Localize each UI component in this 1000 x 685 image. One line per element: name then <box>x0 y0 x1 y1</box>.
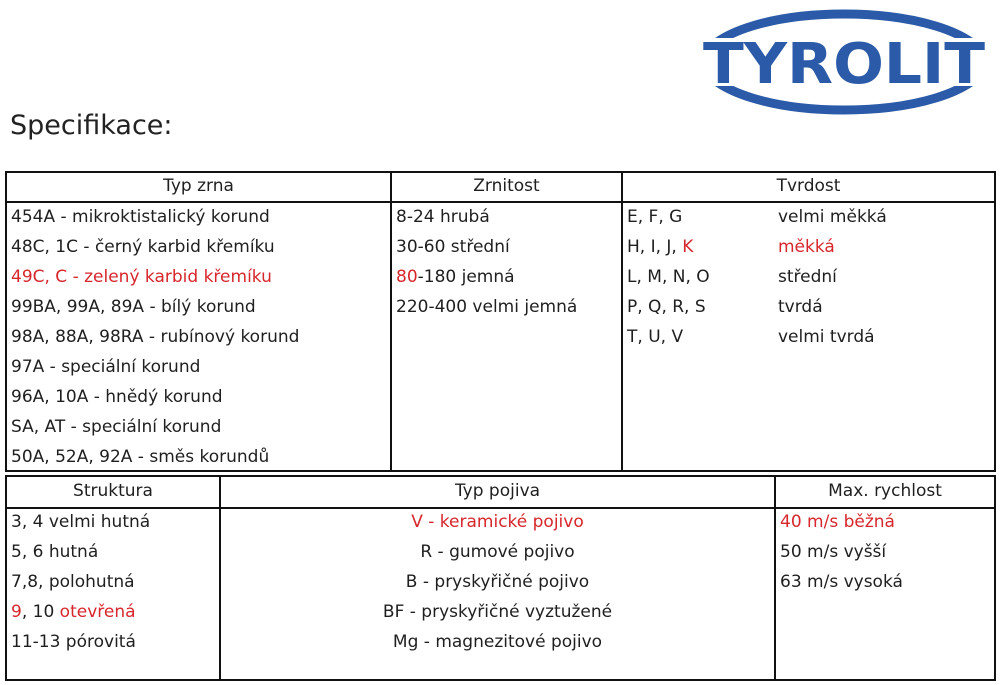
max-rychlost-body <box>774 507 996 681</box>
zrnitost-item: 8-24 hrubá <box>396 207 490 227</box>
typ-pojiva-body <box>219 507 776 681</box>
typ-zrna-item: 98A, 88A, 98RA - rubínový korund <box>11 327 300 347</box>
tyrolit-logo <box>696 8 992 116</box>
typ-zrna-item: 49C, C - zelený karbid křemíku <box>11 267 272 287</box>
typ-zrna-item: 96A, 10A - hnědý korund <box>11 387 223 407</box>
typ-pojiva-header: Typ pojiva <box>454 481 541 501</box>
typ-zrna-item: SA, AT - speciální korund <box>11 417 222 437</box>
tvrdost-label: velmi měkká <box>778 207 887 227</box>
tvrdost-label: velmi tvrdá <box>778 327 875 347</box>
typ-pojiva-item: Mg - magnezitové pojivo <box>392 632 603 652</box>
typ-zrna-body <box>5 201 392 472</box>
tvrdost-body <box>621 201 996 472</box>
tvrdost-letters: T, U, V <box>627 327 684 347</box>
zrnitost-item: 80-180 jemná <box>396 267 515 287</box>
struktura-header: Struktura <box>73 481 153 501</box>
tvrdost-letters: H, I, J, K <box>627 237 694 257</box>
tvrdost-letters: L, M, N, O <box>627 267 710 287</box>
struktura-item: 11-13 pórovitá <box>11 632 136 652</box>
tvrdost-label: tvrdá <box>778 297 823 317</box>
zrnitost-body <box>390 201 623 472</box>
zrnitost-item: 220-400 velmi jemná <box>396 297 578 317</box>
max-rychlost-item: 40 m/s běžná <box>780 512 895 532</box>
typ-pojiva-item: V - keramické pojivo <box>411 512 584 532</box>
zrnitost-header: Zrnitost <box>473 176 540 196</box>
typ-zrna-item: 99BA, 99A, 89A - bílý korund <box>11 297 256 317</box>
svg-text:TYROLIT: TYROLIT <box>703 32 985 97</box>
typ-zrna-header: Typ zrna <box>163 176 234 196</box>
page-heading: Specifikace: <box>10 110 173 141</box>
tvrdost-label: střední <box>778 267 837 287</box>
zrnitost-item: 30-60 střední <box>396 237 510 257</box>
tvrdost-letters: E, F, G <box>627 207 683 227</box>
max-rychlost-header: Max. rychlost <box>828 481 942 501</box>
typ-pojiva-item: R - gumové pojivo <box>420 542 575 562</box>
specification-table <box>5 171 996 681</box>
typ-pojiva-item: B - pryskyřičné pojivo <box>405 572 590 592</box>
tvrdost-header: Tvrdost <box>776 176 841 196</box>
tvrdost-label: měkká <box>778 237 835 257</box>
struktura-item: 5, 6 hutná <box>11 542 99 562</box>
struktura-item: 3, 4 velmi hutná <box>11 512 151 532</box>
struktura-body <box>5 507 221 681</box>
max-rychlost-item: 50 m/s vyšší <box>780 542 887 562</box>
tvrdost-letters: P, Q, R, S <box>627 297 706 317</box>
typ-zrna-item: 97A - speciální korund <box>11 357 201 377</box>
struktura-item: 7,8, polohutná <box>11 572 135 592</box>
typ-zrna-item: 50A, 52A, 92A - směs korundů <box>11 447 270 467</box>
typ-pojiva-item: BF - pryskyřičné vyztužené <box>382 602 613 622</box>
typ-zrna-item: 454A - mikroktistalický korund <box>11 207 270 227</box>
typ-zrna-item: 48C, 1C - černý karbid křemíku <box>11 237 275 257</box>
max-rychlost-item: 63 m/s vysoká <box>780 572 903 592</box>
struktura-item: 9, 10 otevřená <box>11 602 136 622</box>
